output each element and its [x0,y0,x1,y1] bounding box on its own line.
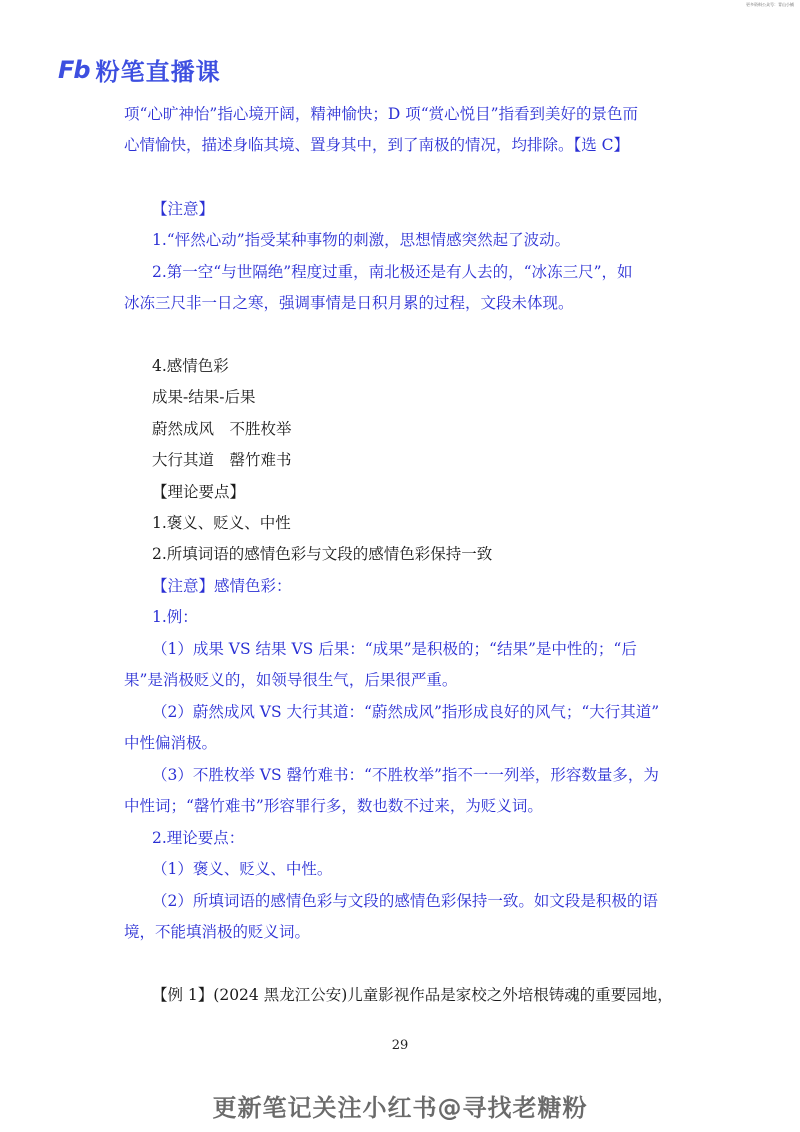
theory-point-1: （1）褒义、贬义、中性。 [152,860,333,878]
theory-point-2-cont: 境，不能填消极的贬义词。 [124,923,311,941]
example-question: 【例 1】(2024 黑龙江公安)儿童影视作品是家校之外培根铸魂的重要园地， [152,986,673,1004]
example-3: （3）不胜枚举 VS 罄竹难书：“不胜枚举”指不一一列举，形容数量多，为 [152,766,659,784]
theory-points-label: 2.理论要点： [152,829,245,847]
word-group-1: 成果-结果-后果 [152,388,256,406]
example-1: （1）成果 VS 结果 VS 后果：“成果”是积极的；“结果”是中性的；“后 [152,640,637,658]
note-item-2-cont: 冰冻三尺非一日之寒，强调事情是日积月累的过程，文段未体现。 [124,294,574,312]
answer-line-1: 项“心旷神怡”指心境开阔，精神愉快；D 项“赏心悦目”指看到美好的景色而 [124,105,639,123]
theory-item-1: 1.褒义、贬义、中性 [152,514,291,532]
top-note: 更多资料公众号：青山小铺 [746,2,794,7]
page-number: 29 [391,1038,409,1053]
word-group-3: 大行其道 罄竹难书 [152,451,292,469]
note-heading: 【注意】 [152,200,215,218]
logo-text: 粉笔直播课 [95,58,221,86]
brand-logo [58,52,221,87]
example-3-cont: 中性词；“罄竹难书”形容罪行多，数也数不过来，为贬义词。 [124,797,543,815]
footer-watermark: 更新笔记关注小红书@寻找老糖粉 [212,1094,588,1122]
note-item-1: 1.“怦然心动”指受某种事物的刺激，思想情感突然起了波动。 [152,231,571,249]
example-2: （2）蔚然成风 VS 大行其道：“蔚然成风”指形成良好的风气；“大行其道” [152,703,660,721]
word-group-2: 蔚然成风 不胜枚举 [152,420,292,438]
theory-point-2: （2）所填词语的感情色彩与文段的感情色彩保持一致。如文段是积极的语 [152,892,658,910]
example-2-cont: 中性偏消极。 [124,734,218,752]
emotion-note-heading: 【注意】感情色彩： [152,577,292,595]
logo-mark: Fb [58,55,90,84]
example-1-cont: 果”是消极贬义的，如领导很生气，后果很严重。 [124,671,458,689]
example-label: 1.例： [152,608,198,626]
theory-heading: 【理论要点】 [152,483,246,501]
section-title: 4.感情色彩 [152,357,229,375]
answer-line-2: 心情愉快，描述身临其境、置身其中，到了南极的情况，均排除。【选 C】 [124,136,630,154]
theory-item-2: 2.所填词语的感情色彩与文段的感情色彩保持一致 [152,545,493,563]
note-item-2: 2.第一空“与世隔绝”程度过重，南北极还是有人去的，“冰冻三尺”，如 [152,263,633,281]
